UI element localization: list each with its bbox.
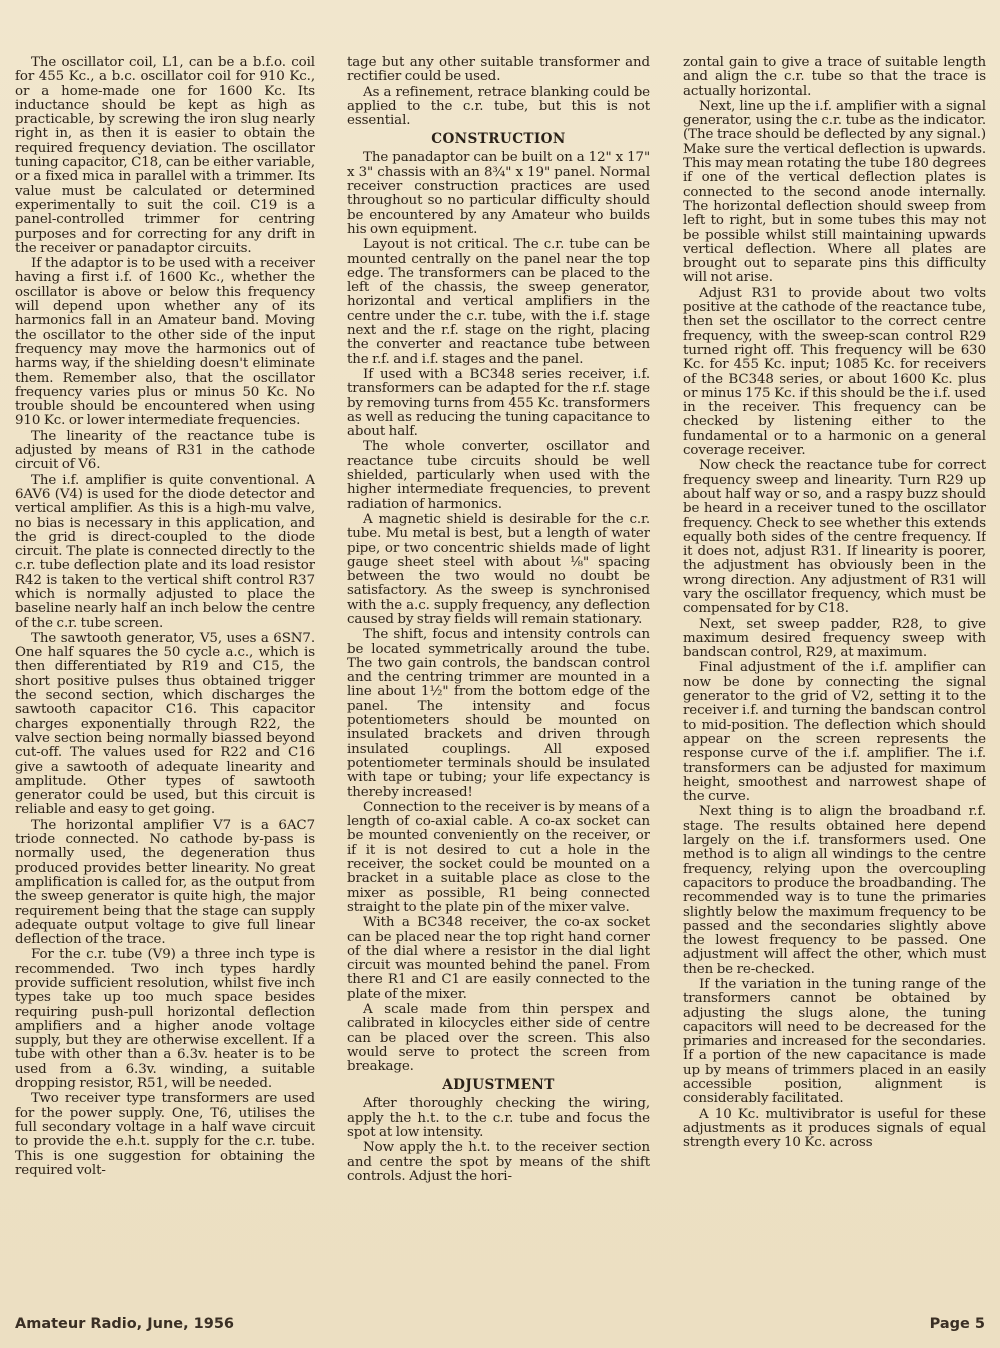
paragraph: If used with a BC348 series receiver, i.f. transformers can be adapted for the r.f. stage by removing turns from 455 Kc. transformers as well as reducing the tuning capacitance to about half. [347,366,650,440]
text-column-left [15,56,315,1304]
text-column-middle [347,56,650,1304]
paragraph: The panadaptor can be built on a 12" x 17" x 3" chassis with an 8¾" x 19" panel. Normal receiver construction practices are used throughout so no particular difficulty should be encountered by any Amateur who builds his own equipment. [347,150,650,237]
paragraph: If the variation in the tuning range of the transformers cannot be obtained by adjusting the slugs alone, the tuning capacitors will need to be decreased for the primaries and increased for the secondaries. If a portion of the new capacitance is made up by means of trimmers placed in an easily accessible position, alignment is considerably facilitated. [683,977,986,1107]
footer-publication: Amateur Radio, June, 1956 [15,1316,235,1332]
text-column-right [683,56,986,1304]
paragraph: If the adaptor is to be used with a receiver having a first i.f. of 1600 Kc., whether the oscillator is above or below this frequency will depend upon whether any of its harmonics fall in an Amateur band. Moving the oscillator to the other side of the input frequency may move the harmonics out of harms way, if the shielding doesn't eliminate them. Remember also, that the oscillator frequency varies plus or minus 50 Kc. No trouble should be encountered when using 910 Kc. or lower intermediate frequencies. [15,256,315,429]
paragraph: The horizontal amplifier V7 is a 6AC7 triode connected. No cathode by-pass is normally used, the degeneration thus produced provides better linearity. No great amplification is called for, as the output from the sweep generator is quite high, the major requirement being that the stage can supply adequate output voltage to give full linear deflection of the trace. [15,817,315,948]
paragraph: With a BC348 receiver, the co-ax socket can be placed near the top right hand corner of the dial where a resistor in the dial light circuit was mounted behind the panel. From there R1 and C1 are easily connected to the plate of the mixer. [347,915,650,1002]
paragraph: Layout is not critical. The c.r. tube can be mounted centrally on the panel near the top edge. The transformers can be placed to the left of the chassis, the sweep generator, horizontal and vertical amplifiers in the centre under the c.r. tube, with the i.f. stage next and the r.f. stage on the right, placing the converter and reactance tube between the r.f. and i.f. stages and the panel. [347,237,650,367]
paragraph: tage but any other suitable transformer and rectifier could be used. [347,56,650,85]
paragraph: The whole converter, oscillator and reactance tube circuits should be well shielded, particularly when used with the higher intermediate frequencies, to prevent radiation of harmonics. [347,439,650,512]
paragraph: Connection to the receiver is by means of a length of co-axial cable. A co-ax socket can be mounted conveniently on the receiver, or if it is not desired to cut a hole in the receiver, the socket could be mounted on a bracket in a suitable place as close to the mixer as possible, R1 being connected straight to the plate pin of the mixer valve. [347,799,650,915]
paragraph: The sawtooth generator, V5, uses a 6SN7. One half squares the 50 cycle a.c., which is then differentiated by R19 and C15, the short positive pulses thus obtained trigger the second section, which discharges the sawtooth capacitor C16. This capacitor charges exponentially through R22, the valve section being normally biassed beyond cut-off. The values used for R22 and C16 give a sawtooth of adequate linearity and amplitude. Other types of sawtooth generator could be used, but this circuit is reliable and easy to get going. [15,630,315,818]
paragraph: Next, line up the i.f. amplifier with a signal generator, using the c.r. tube as the indicator. (The trace should be deflected by any signal.) Make sure the vertical deflection is upwards. This may mean rotating the tube 180 degrees if one of the vertical deflection plates is connected to the second anode internally. The horizontal deflection should sweep from left to right, but in some tubes this may not be possible whilst still maintaining upwards vertical deflection. Where all plates are brought out to separate pins this difficulty will not arise. [683,98,986,286]
paragraph: The shift, focus and intensity controls can be located symmetrically around the tube. The two gain controls, the bandscan control and the centring trimmer are mounted in a line about 1½" from the bottom edge of the panel. The intensity and focus potentiometers should be mounted on insulated brackets and driven through insulated couplings. All exposed potentiometer terminals should be insulated with tape or tubing; your life expectancy is thereby increased! [347,627,650,800]
section-heading-construction: CONSTRUCTION [431,131,566,148]
paragraph: Now apply the h.t. to the receiver section and centre the spot by means of the shift controls. Adjust the hori- [347,1140,650,1184]
paragraph: Next, set sweep padder, R28, to give maximum desired frequency sweep with bandscan control, R29, at maximum. [683,616,986,661]
paragraph: For the c.r. tube (V9) a three inch type is recommended. Two inch types hardly provide sufficient resolution, whilst five inch types take up too much space besides requiring push-pull horizontal deflection amplifiers and a higher anode voltage supply, but they are otherwise excellent. If a tube with other than a 6.3v. heater is to be used from a 6.3v. winding, a suitable dropping resistor, R51, will be needed. [15,947,315,1092]
paragraph: Adjust R31 to provide about two volts positive at the cathode of the reactance tube, then set the oscillator to the correct centre frequency, with the sweep-scan control R29 turned right off. This frequency will be 630 Kc. for 455 Kc. input; 1085 Kc. for receivers of the BC348 series, or about 1600 Kc. plus or minus 175 Kc. if this should be the i.f. used in the receiver. This frequency can be checked by listening either to the fundamental or to a harmonic on a general coverage receiver. [683,285,986,459]
paragraph: As a refinement, retrace blanking could be applied to the c.r. tube, but this is not essential. [347,84,650,129]
paragraph: A 10 Kc. multivibrator is useful for these adjustments as it produces signals of equal strength every 10 Kc. across [683,1106,986,1151]
paragraph: Now check the reactance tube for correct frequency sweep and linearity. Turn R29 up about half way or so, and a raspy buzz should be heard in a receiver tuned to the oscillator frequency. Check to see whether this extends equally both sides of the centre frequency. If it does not, adjust R31. If linearity is poorer, the adjustment has obviously been in the wrong direction. Any adjustment of R31 will vary the oscillator frequency, which must be compensated for by C18. [683,458,986,617]
section-heading-adjustment: ADJUSTMENT [442,1077,555,1094]
paragraph: Next thing is to align the broadband r.f. stage. The results obtained here depend largely on the i.f. transformers used. One method is to align all windings to the centre frequency, relying upon the overcoupling capacitors to produce the broadbanding. The recommended way is to tune the primaries slightly below the maximum frequency to be passed and the secondaries slightly above the lowest frequency to be passed. One adjustment will affect the other, which must then be re-checked. [683,804,986,977]
paragraph: zontal gain to give a trace of suitable length and align the c.r. tube so that the trace is actually horizontal. [683,56,986,99]
paragraph: After thoroughly checking the wiring, apply the h.t. to the c.r. tube and focus the spot at low intensity. [347,1096,650,1141]
paragraph: The i.f. amplifier is quite conventional. A 6AV6 (V4) is used for the diode detector and vertical amplifier. As this is a high-mu valve, no bias is necessary in this application, and the grid is direct-coupled to the diode circuit. The plate is connected directly to the c.r. tube deflection plate and its load resistor R42 is taken to the vertical shift control R37 which is normally adjusted to place the baseline nearly half an inch below the centre of the c.r. tube screen. [15,472,315,631]
paragraph: Final adjustment of the i.f. amplifier can now be done by connecting the signal generator to the grid of V2, setting it to the receiver i.f. and turning the bandscan control to mid-position. The deflection which should appear on the screen represents the response curve of the i.f. amplifier. The i.f. transformers can be adjusted for maximum height, smoothest and narrowest shape of the curve. [683,660,986,805]
paragraph: The linearity of the reactance tube is adjusted by means of R31 in the cathode circuit of V6. [15,428,315,473]
paragraph: A scale made from thin perspex and calibrated in kilocycles either side of centre can be placed over the screen. This also would serve to protect the screen from breakage. [347,1002,650,1075]
paragraph: Two receiver type transformers are used for the power supply. One, T6, utilises the full secondary voltage in a half wave circuit to provide the e.h.t. supply for the c.r. tube. This is one suggestion for obtaining the required volt- [15,1091,315,1178]
paragraph: The oscillator coil, L1, can be a b.f.o. coil for 455 Kc., a b.c. oscillator coil for 910 Kc., or a home-made one for 1600 Kc. Its inductance should be kept as high as practicable, by screwing the iron slug nearly right in, as then it is easier to obtain the required frequency deviation. The oscillator tuning capacitor, C18, can be either variable, or a fixed mica in parallel with a trimmer. Its value must be calculated or determined experimentally to suit the coil. C19 is a panel-controlled trimmer for centring purposes and for correcting for any drift in the receiver or panadaptor circuits. [15,56,315,256]
paragraph: A magnetic shield is desirable for the c.r. tube. Mu metal is best, but a length of water pipe, or two concentric shields made of light gauge sheet steel with about ⅛" spacing between the two would no doubt be satisfactory. As the sweep is synchronised with the a.c. supply frequency, any deflection caused by stray fields will remain stationary. [347,511,650,627]
footer-page-number: Page 5 [929,1316,985,1332]
